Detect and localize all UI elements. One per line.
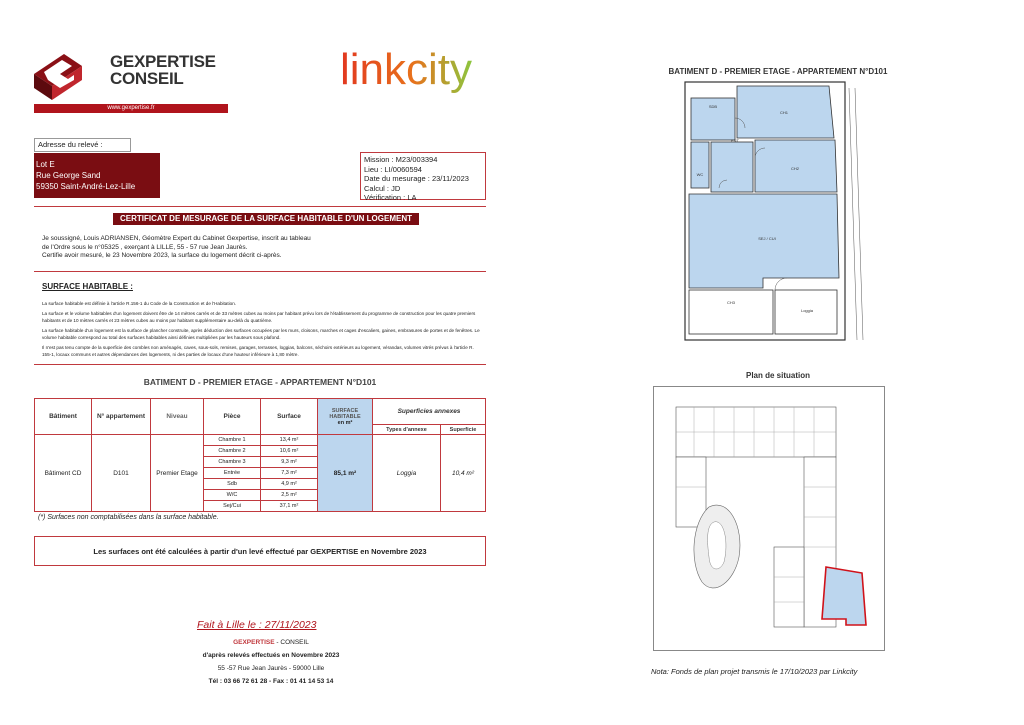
linkcity-wordmark-icon (340, 46, 485, 96)
plan-label-ch1: CH1 (779, 110, 789, 115)
situation-title: Plan de situation (745, 371, 810, 380)
footnote: (*) Surfaces non comptabilisées dans la surface habitable. (38, 514, 219, 521)
company-name: GEXPERTISE CONSEIL (110, 52, 216, 88)
table-row: Sej/Cui 37,1 m² (204, 501, 317, 512)
mission-lieu: Lieu : LI/0060594 (364, 164, 422, 174)
rooms-table (204, 435, 317, 511)
surface-heading: SURFACE HABITABLE : (42, 282, 133, 291)
header-types: Types d'annexe (373, 425, 441, 435)
divider (34, 364, 486, 365)
divider (34, 271, 486, 272)
certificate-title: CERTIFICAT DE MESURAGE DE LA SURFACE HABITABLE D'UN LOGEMENT (113, 213, 419, 225)
plan-label-loggia: Loggia (800, 308, 814, 313)
table-row: Chambre 1 13,4 m² (204, 435, 317, 446)
floor-plan (679, 78, 879, 346)
address-box (34, 153, 160, 198)
address-label: Adresse du relevé : (34, 138, 131, 152)
definitions: La surface habitable est définie à l'article R.156-1 du Code de la Construction et de l'Habitation. La surface et le volume habitables d'un logement doivent être de 14 mètres carrés et de 33 mètres cubes au moins par habitant prévu lors de l'établissement du programme de construction pour les quatre premiers habitants et de 10 mètres carrés et 23 mètres cubes au moins par habitant supplémentaire au-delà du quatrième. La surface habitable d'un logement est la surface de plancher construite, après déduction des surfaces occupées par les murs, cloisons, marches et cages d'escaliers, gaines, embrasures de portes et de fenêtres. Le volume habitable correspond au total des surfaces habitables ainsi définies multipliées par les hauteurs sous plafond. Il n'est pas tenu compte de la superficie des combles non aménagés, caves, sous-sols, remises, garages, terrasses, loggias, balcons, séchoirs extérieurs au logement, vérandas, volumes vitrés prévus à l'article R. 155-1, locaux communs et autres dépendances des logements, ni des parties de locaux d'une hauteur inférieure à 1,80 mètre. (42, 301, 480, 357)
header-numero: N° appartement (92, 399, 151, 435)
header-surface: Surface (261, 399, 318, 435)
table-row: Entrée 7,3 m² (204, 468, 317, 479)
svg-text:linkcity: linkcity (340, 46, 473, 94)
rooms-cell (204, 435, 318, 512)
header-piece: Pièce (204, 399, 261, 435)
plan-label-sdb: SDB (708, 104, 718, 109)
plan-title: BATIMENT D - PREMIER ETAGE - APPARTEMENT N°D101 (668, 67, 888, 76)
cell-annexe-type: Loggia (373, 435, 441, 512)
situation-plan (653, 386, 885, 651)
mission-box (360, 152, 486, 200)
header-annexes: Superficies annexes (373, 399, 486, 425)
table-row: Chambre 3 9,3 m² (204, 457, 317, 468)
cell-annexe-surface: 10,4 m² (440, 435, 485, 512)
mission-date: Date du mesurage : 23/11/2023 (364, 174, 469, 183)
header-habitable: SURFACE HABITABLE en m² (318, 399, 373, 435)
surface-table (34, 398, 486, 512)
table-title: BATIMENT D - PREMIER ETAGE - APPARTEMENT N°D101 (143, 377, 377, 387)
intro-text: Je soussigné, Louis ADRIANSEN, Géomètre Expert du Cabinet Gexpertise, inscrit au tableau de l'Ordre sous le n°05325 , exerçant à LILLE, 55 - 57 rue Jean Jaurès. Certifie avoir mesuré, le 23 Novembre 2023, la surface du logement décrit ci-après. (42, 235, 311, 259)
company-website: www.gexpertise.fr (34, 104, 228, 113)
table-row: W/C 2,5 m² (204, 490, 317, 501)
address-line2: Rue George Sand (36, 171, 101, 180)
header-batiment: Bâtiment (35, 399, 92, 435)
plan-label-ch2: CH2 (790, 166, 800, 171)
cell-batiment: Bâtiment CD (35, 435, 92, 512)
table-row: Sdb 4,9 m² (204, 479, 317, 490)
table-row: Chambre 2 10,6 m² (204, 446, 317, 457)
linkcity-logo (340, 46, 485, 106)
mission-number: Mission : M23/003394 (364, 155, 438, 164)
plan-label-ent: ENT (731, 138, 739, 143)
situation-note: Nota: Fonds de plan projet transmis le 17/10/2023 par Linkcity (651, 667, 858, 676)
gexpertise-logo-icon (34, 46, 109, 100)
address-line1: Lot E (36, 160, 55, 169)
header-niveau: Niveau (151, 399, 204, 435)
cell-niveau: Premier Etage (151, 435, 204, 512)
divider (34, 206, 486, 207)
mission-verification: Vérification : LA (364, 193, 417, 202)
plan-label-wc: WC (696, 172, 704, 177)
signature-block: GEXPERTISE - CONSEIL d'après relevés effectués en Novembre 2023 55 -57 Rue Jean Jaurès - 59000 Lille Tél : 03 66 72 61 28 - Fax : 01 41 14 53 14 (202, 639, 340, 685)
calculation-note: Les surfaces ont été calculées à partir d'un levé effectué par GEXPERTISE en Novembre 2023 (34, 536, 486, 566)
plan-label-sej: SEJ / CUI (758, 236, 776, 241)
cell-total: 85,1 m² (318, 435, 373, 512)
cell-numero: D101 (92, 435, 151, 512)
situation-map-icon (654, 387, 884, 650)
signature-date: Fait à Lille le : 27/11/2023 (197, 619, 317, 631)
mission-calcul: Calcul : JD (364, 183, 401, 193)
header-superficie: Superficie (440, 425, 485, 435)
address-line3: 59350 Saint-André-Lez-Lille (36, 182, 136, 191)
plan-label-ch3: CH3 (726, 300, 736, 305)
